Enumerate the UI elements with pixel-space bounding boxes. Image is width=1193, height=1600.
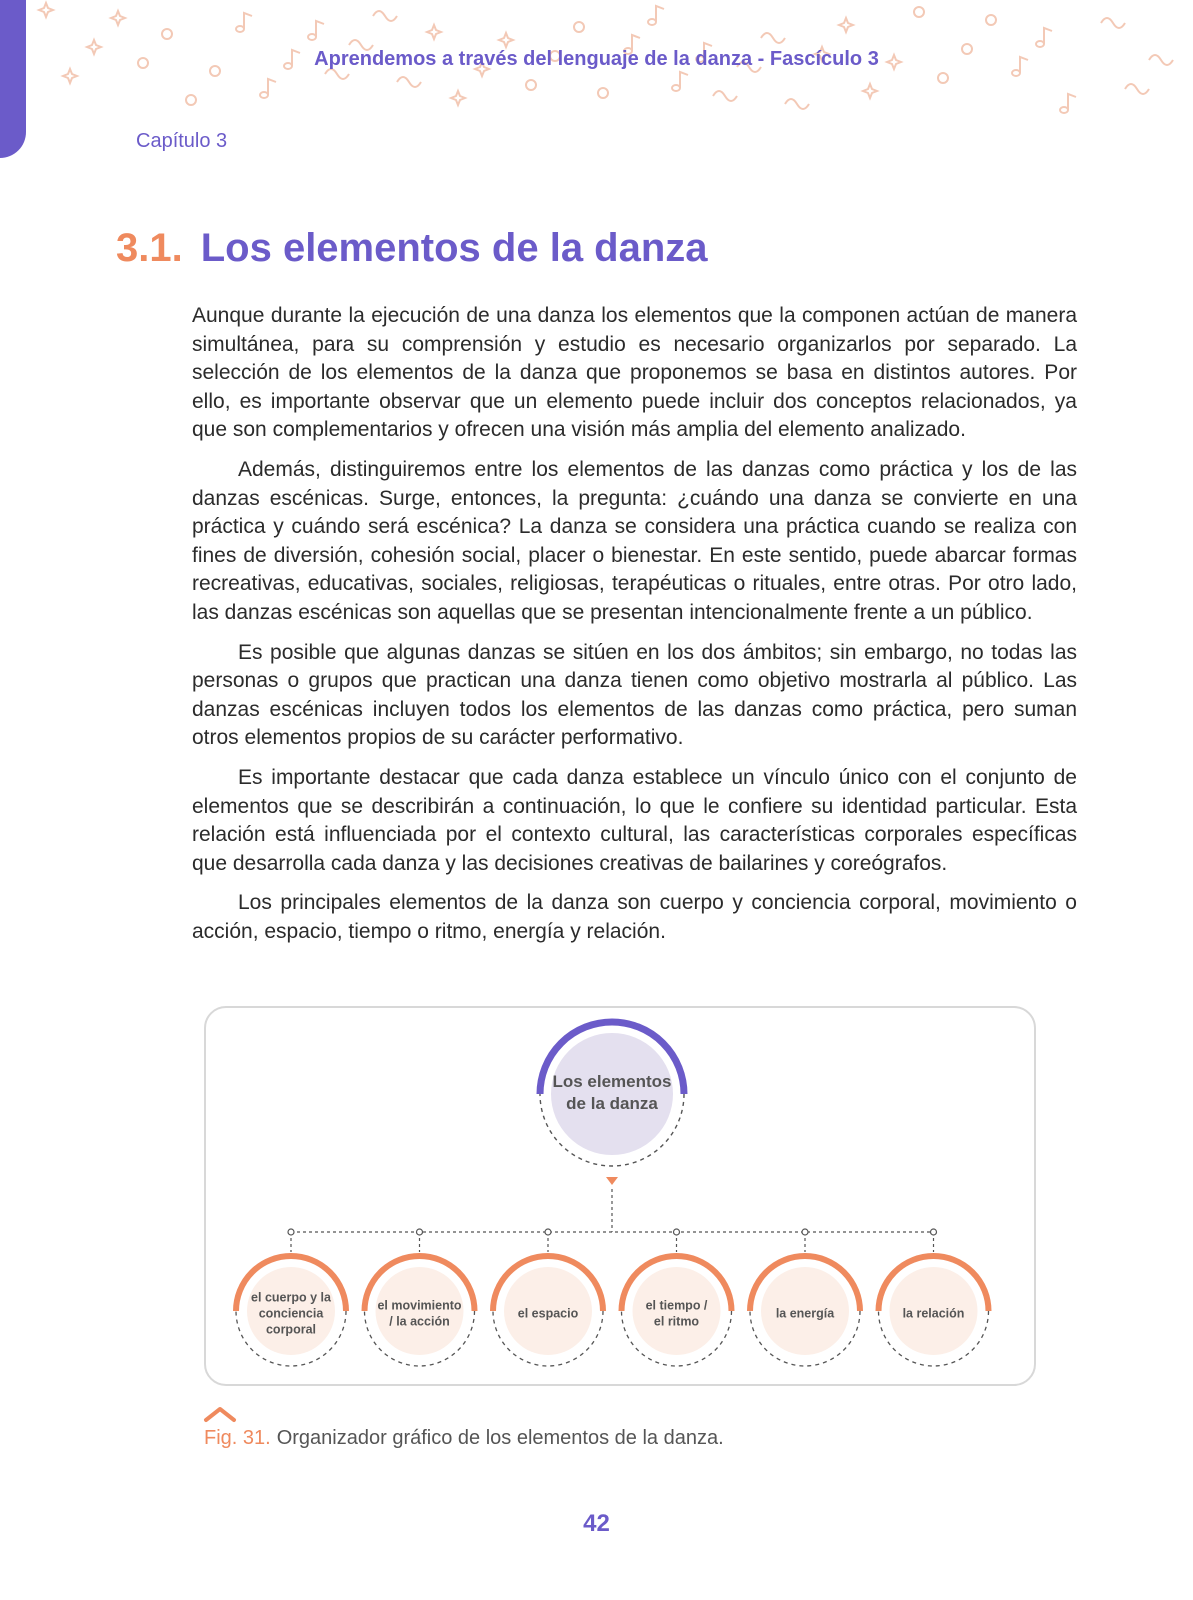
sparkle-icon (499, 33, 513, 47)
chapter-label: Capítulo 3 (136, 130, 228, 152)
root-node-label: Los elementos (552, 1071, 672, 1091)
chapter-side-tab (0, 0, 26, 158)
organizer-diagram (206, 1008, 1038, 1388)
dot-icon (914, 7, 924, 17)
sparkle-icon (63, 69, 77, 83)
child-node-label: conciencia (258, 1306, 324, 1321)
sparkle-icon (111, 11, 125, 25)
swirl-icon (373, 11, 397, 21)
music-note-icon (236, 13, 252, 32)
sparkle-icon (39, 3, 53, 17)
child-node-label: el cuerpo y la (251, 1290, 331, 1305)
running-header: Aprendemos a través del lenguaje de la danza - Fascículo 3 (314, 48, 879, 70)
swirl-icon (397, 77, 421, 87)
dot-icon (986, 15, 996, 25)
child-node-label: el movimiento (377, 1298, 462, 1313)
child-node-label: el ritmo (653, 1314, 700, 1329)
sparkle-icon (451, 91, 465, 105)
child-node-label: el espacio (517, 1306, 579, 1321)
paragraph: Es importante destacar que cada danza establece un vínculo único con el conjunto de elementos que se describirán a continuación, lo que le confiere su identidad particular. Esta relación está influenciada por el contexto cultural, las características corporales específicas que desarrolla cada danza y las decisiones creativas de bailarines y coreógrafos. (192, 765, 1077, 875)
triangle-down-icon (606, 1177, 618, 1185)
connector-node (417, 1229, 423, 1235)
child-node-label: la energía (775, 1306, 835, 1321)
figure-caption-text: Organizador gráfico de los elementos de la danza. (276, 1427, 724, 1449)
graphic-organizer (204, 1006, 1036, 1386)
dot-icon (526, 80, 536, 90)
swirl-icon (785, 99, 809, 109)
connector-node (931, 1229, 937, 1235)
figure-caption (204, 1427, 724, 1450)
connector-node (288, 1229, 294, 1235)
dot-icon (162, 29, 172, 39)
sparkle-icon (863, 84, 877, 98)
section-title: Los elementos de la danza (200, 226, 708, 270)
music-note-icon (1060, 94, 1076, 113)
music-note-icon (1036, 28, 1052, 47)
child-node-label: la relación (902, 1306, 965, 1321)
child-node-label: / la acción (389, 1314, 450, 1329)
music-note-icon (260, 79, 276, 98)
paragraph: Además, distinguiremos entre los elementos de las danzas como práctica y los de las danzas escénicas. Surge, entonces, la pregunta: ¿cuándo una danza se convierte en una práctica y cuándo será escénica? La danza se considera una práctica cuando se realiza con fines de diversión, cohesión social, placer o bienestar. En este sentido, puede abarcar formas recreativas, educativas, sociales, religiosas, terapéuticas o rituales, entre otras. Por otro lado, las danzas escénicas son aquellas que se presentan intencionalmente frente a un público. (192, 457, 1077, 624)
swirl-icon (1101, 18, 1125, 28)
connector-node (674, 1229, 680, 1235)
section-heading (116, 226, 708, 271)
sparkle-icon (427, 25, 441, 39)
dot-icon (938, 73, 948, 83)
child-node-label: el tiempo / (645, 1298, 708, 1313)
sparkle-icon (839, 18, 853, 32)
child-node-label: corporal (265, 1322, 317, 1337)
body-text (192, 302, 1077, 957)
root-node-label: de la danza (566, 1093, 658, 1113)
music-note-icon (308, 21, 324, 40)
swirl-icon (713, 91, 737, 101)
section-number: 3.1. (116, 226, 183, 270)
dot-icon (598, 88, 608, 98)
dot-icon (574, 22, 584, 32)
swirl-icon (761, 33, 785, 43)
connector-node (545, 1229, 551, 1235)
swirl-icon (1125, 84, 1149, 94)
music-note-icon (672, 72, 688, 91)
paragraph: Los principales elementos de la danza son cuerpo y conciencia corporal, movimiento o acción, espacio, tiempo o ritmo, energía y relación. (192, 891, 1077, 943)
music-note-icon (648, 6, 664, 25)
figure-number: Fig. 31. (204, 1427, 271, 1449)
dot-icon (186, 95, 196, 105)
chevron-up-icon (203, 1405, 237, 1423)
paragraph: Es posible que algunas danzas se sitúen en los dos ámbitos; sin embargo, no todas las personas o grupos que practican una danza tienen como objetivo mostrarla al público. Las danzas escénicas incluyen todos los elementos de las danzas como práctica, pero suman otros elementos propios de su carácter performativo. (192, 640, 1077, 750)
paragraph: Aunque durante la ejecución de una danza los elementos que la componen actúan de manera simultánea, para su comprensión y estudio es necesario organizarlos por separado. La selección de los elementos de la danza que proponemos se basa en distintos autores. Por ello, es importante observar que un elemento puede incluir dos conceptos relacionados, ya que son complementarios y ofrecen una visión más amplia del elemento analizado. (192, 304, 1077, 442)
connector-node (802, 1229, 808, 1235)
page-number: 42 (583, 1510, 610, 1537)
